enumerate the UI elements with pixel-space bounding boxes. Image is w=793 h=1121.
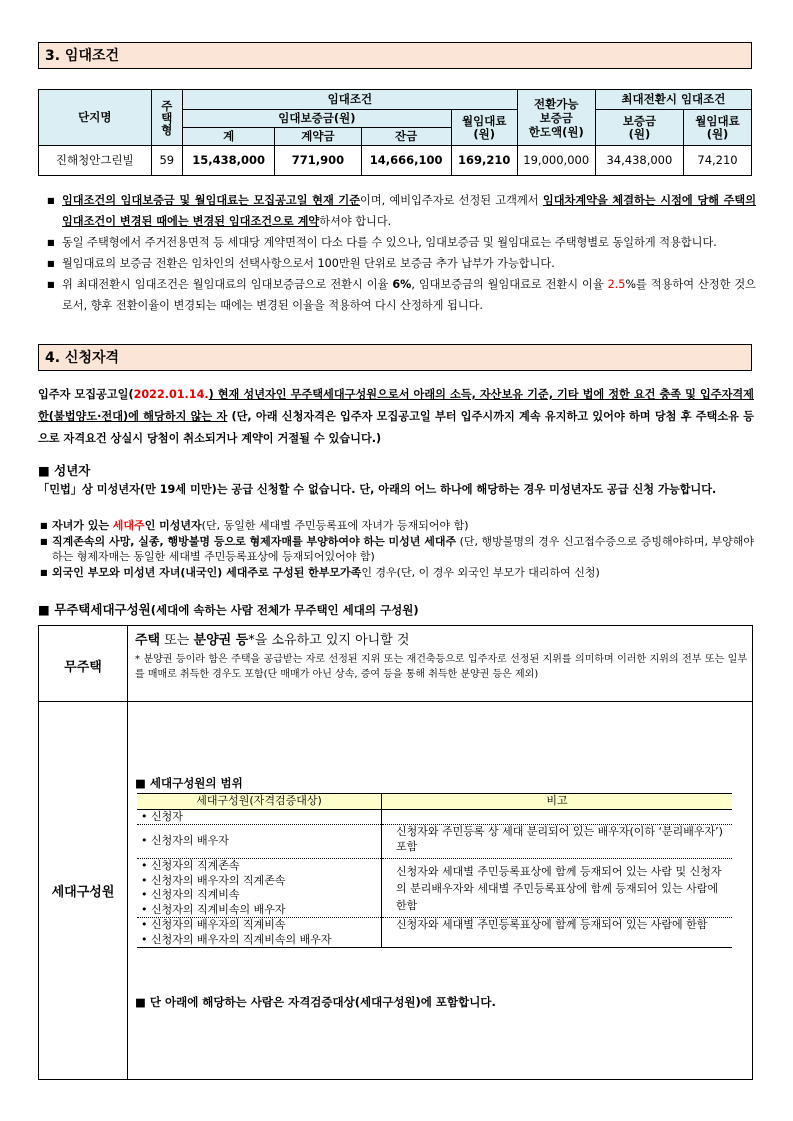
col-remark: 비고 [546,794,568,807]
household-scope-table [137,793,732,948]
cell-convertible: 19,000,000 [517,146,595,176]
adult-heading: ■ 성년자 [38,463,91,478]
rent-notes [48,190,756,316]
row-spouse-note: 신청자와 주민등록 상 세대 분리되어 있는 배우자(이하 ‘분리배우자’) 포함 [396,825,723,853]
header-balance: 잔금 [361,128,451,146]
row-relatives: • 신청자의 직계존속 • 신청자의 배우자의 직계존속 • 신청자의 직계비속 • 신청자의 직계비속의 배우자 [137,859,382,918]
divider [127,626,128,1079]
col-member: 세대구성원(자격검증대상) [137,794,382,810]
label-nohouse: 무주택 [64,660,102,675]
cell-monthly: 169,210 [451,146,517,176]
cell-max-deposit: 34,438,000 [595,146,683,176]
cell-max-monthly: 74,210 [684,146,752,176]
row-spouse-relatives-note: 신청자와 세대별 주민등록표상에 함께 등재되어 있는 사람에 한함 [396,918,708,931]
header-contract: 계약금 [275,128,361,146]
header-total: 계 [183,128,275,146]
presale-footnote: * 분양권 등이라 함은 주택을 공급받는 자로 선정된 지위 또는 재건축등으로 입주자로 선정된 지위를 의미하며 이러한 지위의 전부 또는 일부를 매매로 취득한 경우도 포함(단 매매가 아닌 상속, 증여 등을 통해 취득한 분양권 등은 제외) [135,654,747,680]
cell-type: 59 [151,146,182,176]
closing-note: ■ 단 아래에 해당하는 사람은 자격검증대상(세대구성원)에 포함합니다. [135,995,496,1009]
note-2: ■ 동일 주택형에서 주거전용면적 등 세대당 계약면적이 다소 다를 수 있으나, 임대보증금 및 월임대료는 주택형별로 동일하게 적용합니다. [48,232,756,253]
exception-3: ■ 외국인 부모와 미성년 자녀(내국인) 세대주로 구성된 한부모가족인 경우(단, 이 경우 외국인 부모가 대리하여 신청) [40,565,756,581]
header-convertible: 전환가능 보증금 한도액(원) [517,90,595,146]
scope-heading: ■ 세대구성원의 범위 [135,776,243,790]
divider [39,701,752,702]
qualification-paragraph: 입주자 모집공고일(2022.01.14.) 현재 성년자인 무주택세대구성원으로서 아래의 소득, 자산보유 기준, 기타 법에 정한 요건 충족 및 입주자격제한(불법양도·전대)에 해당하지 않는 자 (단, 아래 신청자격은 입주자 모집공고일 부터 입주시까지 계속 유지하고 있어야 하며 당첨 후 주택소유 등으로 자격요건 상실시 당첨이 취소되거나 계약이 거절될 수 있습니다.) [38,388,754,445]
row-applicant: • 신청자 [137,809,382,825]
header-type: 주 택 형 [151,90,182,146]
header-conditions: 임대조건 [183,90,518,110]
exception-2: ■ 직계존속의 사망, 실종, 행방불명 등으로 형제자매를 부양하여야 하는 미성년 세대주 (단, 행방불명의 경우 신고접수증으로 증빙해야하며, 부양해야하는 형제자매는 동일한 세대별 주민등록표상에 등재되어있어야 함) [40,534,756,565]
header-monthly: 월임대료 (원) [451,110,517,146]
cell-complex: 진해청안그린빌 [39,146,152,176]
note-1: ■ 임대조건의 임대보증금 및 월임대료는 모집공고일 현재 기준이며, 예비입주자로 선정된 고객께서 임대차계약을 체결하는 시점에 당해 주택의 임대조건이 변경된 때에는 변경된 임대조건으로 계약하셔야 합니다. [48,190,756,232]
header-max-monthly: 월임대료 (원) [684,110,752,146]
header-max-deposit: 보증금 (원) [595,110,683,146]
section-4-title: 4. 신청자격 [38,344,752,371]
row-relatives-note: 신청자와 세대별 주민등록표상에 함께 등재되어 있는 사람 및 신청자의 분리배우자와 세대별 주민등록표상에 함께 등재되어 있는 사람에 한함 [396,864,722,912]
cell-contract: 771,900 [275,146,361,176]
rent-conditions-table [38,89,752,176]
cell-total: 15,438,000 [183,146,275,176]
section-3-title: 3. 임대조건 [38,42,752,69]
note-4: ■ 위 최대전환시 임대조건은 월임대료의 임대보증금으로 전환시 이율 6%, 임대보증금의 월임대료로 전환시 이율 2.5%를 적용하여 산정한 것으로서, 향후 전환이율이 변경되는 때에는 변경된 이율을 적용하여 다시 산정하게 됩니다. [48,274,756,316]
nohouse-heading: ■ 무주택세대구성원(세대에 속하는 사람 전체가 무주택인 세대의 구성원) [38,602,419,617]
note-3: ■ 월임대료의 보증금 전환은 임차인의 선택사항으로서 100만원 단위로 보증금 추가 납부가 가능합니다. [48,253,756,274]
row-spouse: • 신청자의 배우자 [137,825,382,859]
cell-balance: 14,666,100 [361,146,451,176]
adult-intro: 「민법」상 미성년자(만 19세 미만)는 공급 신청할 수 없습니다. 단, 아래의 어느 하나에 해당하는 경우 미성년자도 공급 신청 가능합니다. [38,483,717,496]
nohouse-main-rule: 주택 또는 분양권 등*을 소유하고 있지 아니할 것 [135,633,410,648]
adult-exceptions [40,518,756,580]
header-deposit: 임대보증금(원) [183,110,452,128]
header-complex: 단지명 [39,90,152,146]
row-spouse-relatives: • 신청자의 배우자의 직계비속 • 신청자의 배우자의 직계비속의 배우자 [137,918,382,948]
label-household-member: 세대구성원 [51,885,115,900]
header-max-conversion: 최대전환시 임대조건 [595,90,751,110]
exception-1: ■ 자녀가 있는 세대주인 미성년자(단, 동일한 세대별 주민등록표에 자녀가 등재되어야 함) [40,518,756,534]
